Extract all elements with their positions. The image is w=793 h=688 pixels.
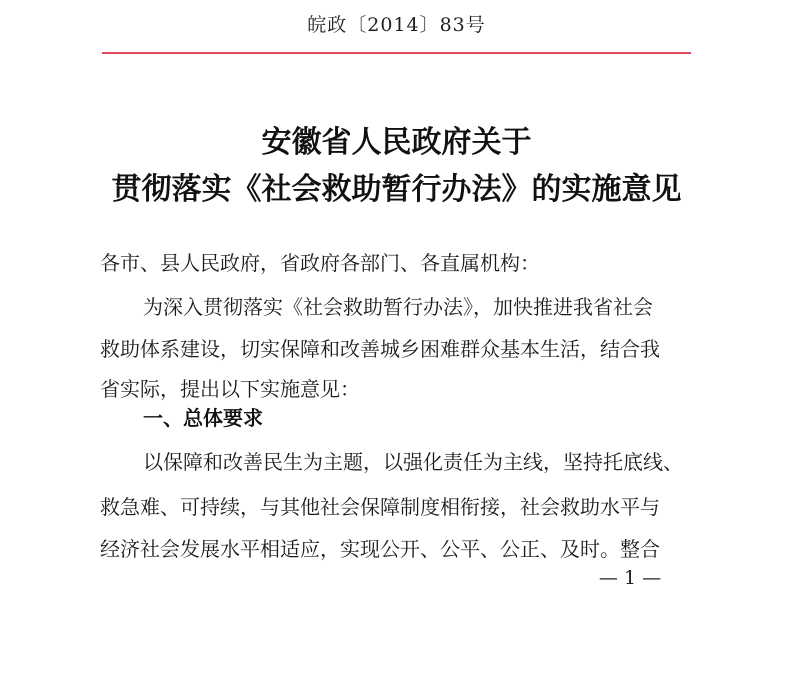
paragraph-2-line-2: 救急难、可持续，与其他社会保障制度相衔接，社会救助水平与 [100, 495, 660, 519]
paragraph-1-line-3: 省实际，提出以下实施意见： [100, 377, 360, 401]
document-title-line-1: 安徽省人民政府关于 [261, 125, 532, 160]
page-number: — 1 — [598, 567, 662, 589]
red-separator-line [102, 52, 691, 54]
salutation: 各市、县人民政府，省政府各部门、各直属机构： [100, 251, 540, 275]
section-heading-overall-requirements: 一、总体要求 [143, 406, 263, 430]
paragraph-2-line-1: 以保障和改善民生为主题，以强化责任为主线，坚持托底线、 [143, 450, 683, 474]
paragraph-2-line-3: 经济社会发展水平相适应，实现公开、公平、公正、及时。整合 [100, 537, 660, 561]
document-number: 皖政〔2014〕83号 [307, 14, 486, 36]
paragraph-1-line-1: 为深入贯彻落实《社会救助暂行办法》，加快推进我省社会 [143, 295, 653, 319]
document-title-line-2: 贯彻落实《社会救助暂行办法》的实施意见 [111, 172, 682, 207]
paragraph-1-line-2: 救助体系建设，切实保障和改善城乡困难群众基本生活，结合我 [100, 337, 660, 361]
